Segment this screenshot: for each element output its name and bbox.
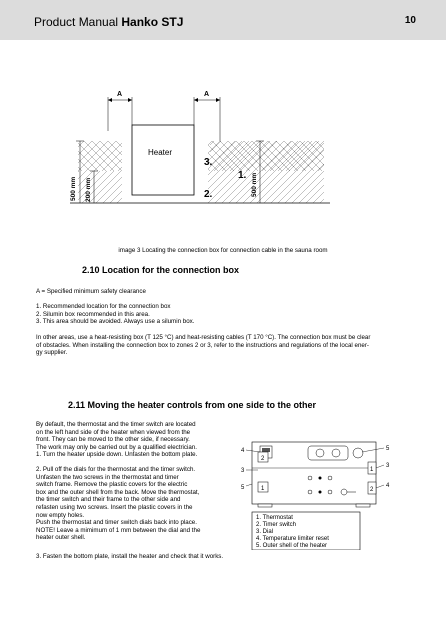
heater-controls-diagram bbox=[228, 440, 413, 550]
intro-line: 1. Turn the heater upside down. Unfasten the bottom plate. bbox=[36, 451, 198, 459]
legend-item: 3. Dial bbox=[256, 529, 274, 535]
step2-line: now empty holes. bbox=[36, 511, 85, 519]
location-item: 3. This area should be avoided. Always use a silumin box. bbox=[36, 318, 195, 326]
step2-line: switch frame. Remove the plastic covers for the electric bbox=[36, 481, 188, 489]
callout-5: 5 bbox=[241, 485, 245, 491]
section-2-11-step2 bbox=[36, 466, 200, 542]
callout-3: 3 bbox=[241, 468, 245, 474]
box-2-label: 2 bbox=[370, 487, 374, 493]
zone-1-area bbox=[210, 141, 324, 203]
step2-line: refasten using two screws. Insert the plastic covers in the bbox=[36, 503, 193, 511]
heater-label: Heater bbox=[148, 148, 173, 157]
product-manual-label: Product Manual bbox=[34, 15, 119, 29]
header-title bbox=[34, 15, 183, 29]
body-line: of obstacles. When installing the connection box to zones 2 or 3, refer to the instructions and regulations of the local ener- bbox=[36, 341, 369, 349]
body-line: In other areas, use a heat-resisting box (T 125 °C) and heat-resisting cables (T 170 °C). The connection box must be clear bbox=[36, 334, 371, 341]
section-2-11-step3: 3. Fasten the bottom plate, install the heater and check that it works. bbox=[36, 553, 224, 560]
zone-3-label: 3. bbox=[204, 157, 213, 168]
dim-500-right: 500 mm bbox=[251, 172, 258, 197]
section-2-11-intro bbox=[36, 421, 197, 459]
product-name: Hanko STJ bbox=[121, 15, 184, 29]
section-heading-2-10: 2.10 Location for the connection box bbox=[82, 265, 240, 275]
intro-line: front. They can be moved to the other side, if necessary. bbox=[36, 436, 190, 444]
intro-line: on the left hand side of the heater when viewed from the bbox=[36, 428, 191, 436]
page-number: 10 bbox=[404, 15, 416, 26]
location-item: 1. Recommended location for the connection box bbox=[36, 303, 171, 310]
step2-line: NOTE! Leave a mimimum of 1 mm between the dial and the bbox=[36, 526, 201, 534]
label-a-left: A bbox=[117, 91, 123, 98]
box-1-label: 1 bbox=[261, 486, 265, 492]
zone-1-label: 1. bbox=[238, 170, 247, 181]
step2-line: Push the thermostat and timer switch dials back into place. bbox=[36, 519, 197, 527]
body-line: gy supplier. bbox=[36, 349, 68, 357]
intro-line: By default, the thermostat and the timer switch are located bbox=[36, 421, 196, 428]
step2-line: heater outer shell. bbox=[36, 534, 86, 542]
figure-caption: image 3 Locating the connection box for connection cable in the sauna room bbox=[118, 247, 328, 254]
legend-item: 2. Timer switch bbox=[256, 522, 297, 528]
section-2-10-body bbox=[36, 334, 370, 357]
section-heading-2-11: 2.11 Moving the heater controls from one side to the other bbox=[68, 400, 317, 410]
callout-3: 3 bbox=[386, 463, 390, 469]
legend-item: 4. Temperature limiter reset bbox=[256, 536, 329, 542]
dial-icon bbox=[316, 449, 324, 457]
box-2-label: 2 bbox=[261, 456, 265, 462]
clearance-note: A = Specified minimum safety clearance bbox=[36, 288, 146, 295]
step2-line: the timer switch and their frame to the other side and bbox=[36, 496, 181, 504]
intro-line: The work may only be carried out by a qualified electrician. bbox=[36, 443, 197, 451]
step2-line: box and the outer shell from the back. Move the thermostat, bbox=[36, 488, 200, 496]
dim-500-left: 500 mm bbox=[70, 176, 77, 201]
step2-line: Unfasten the two screws in the thermostat and timer bbox=[36, 473, 179, 481]
box-1-label: 1 bbox=[370, 467, 374, 473]
dim-200: 200 mm bbox=[85, 177, 92, 202]
heater-box bbox=[132, 125, 194, 195]
callout-4: 4 bbox=[241, 448, 245, 454]
step2-line: 2. Pull off the dials for the thermostat and the timer switch. bbox=[36, 466, 196, 473]
label-a-right: A bbox=[204, 91, 210, 98]
location-item: 2. Silumin box recommended in this area. bbox=[36, 310, 150, 318]
dial-icon bbox=[332, 449, 340, 457]
zone-2-label: 2. bbox=[204, 189, 213, 200]
legend-item: 1. Thermostat bbox=[256, 515, 293, 521]
callout-5: 5 bbox=[386, 446, 390, 452]
legend-item: 5. Outer shell of the heater bbox=[256, 543, 328, 549]
dial-icon bbox=[353, 448, 363, 458]
location-list bbox=[36, 303, 194, 326]
callout-4: 4 bbox=[386, 483, 390, 489]
page-header bbox=[0, 0, 446, 40]
connection-box-location-diagram bbox=[60, 85, 340, 235]
